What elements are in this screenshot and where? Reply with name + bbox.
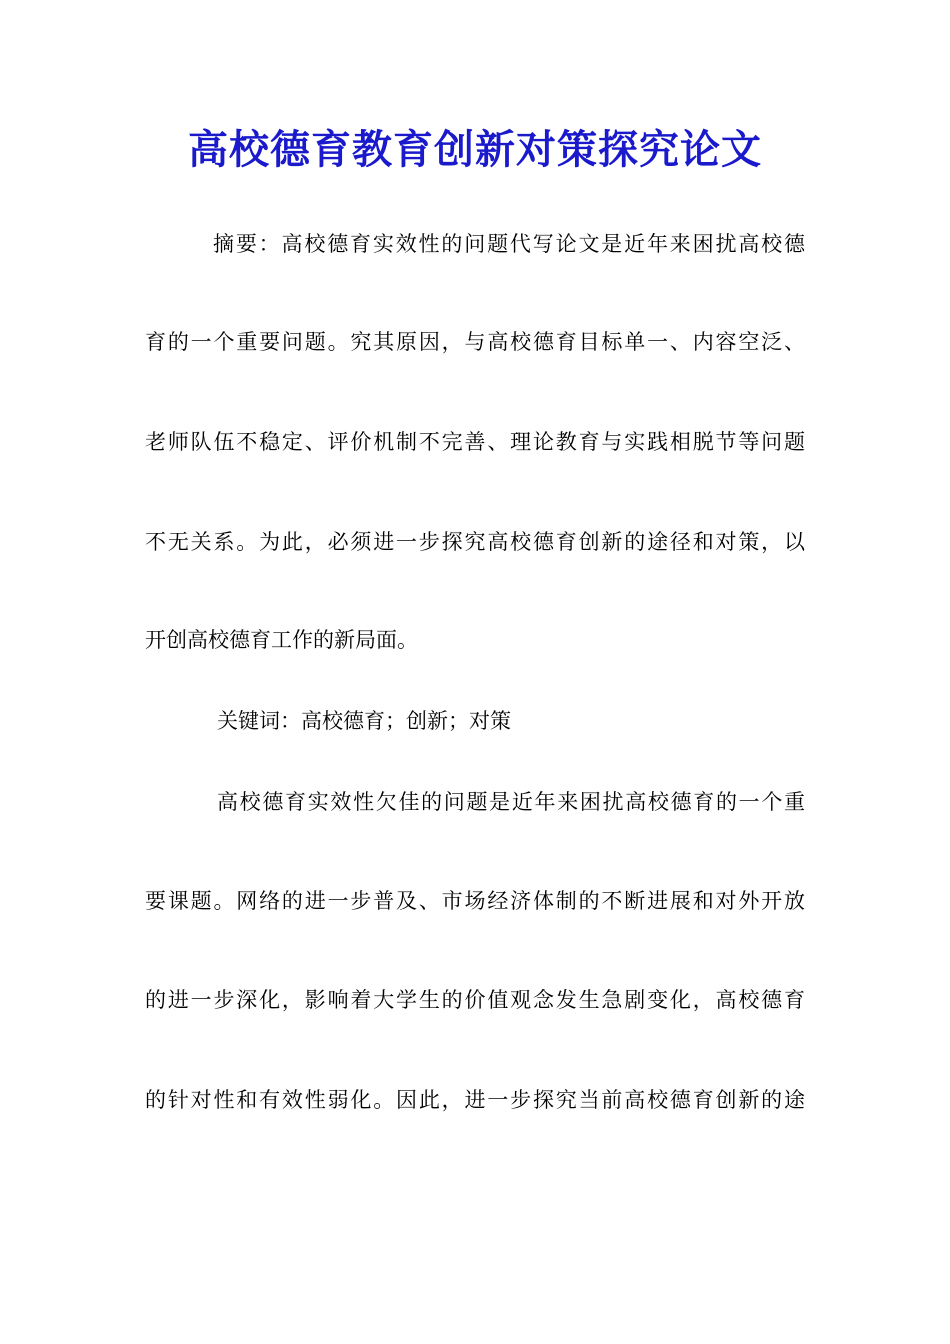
- body-line: 的进一步深化，影响着大学生的价值观念发生急剧变化，高校德育: [145, 988, 805, 1012]
- keywords-line: 关键词：高校德育；创新；对策: [217, 709, 511, 733]
- body-line: 的针对性和有效性弱化。因此，进一步探究当前高校德育创新的途: [145, 1088, 805, 1112]
- abstract-line: 育的一个重要问题。究其原因，与高校德育目标单一、内容空泛、: [145, 330, 805, 354]
- body-line: 高校德育实效性欠佳的问题是近年来困扰高校德育的一个重: [217, 790, 805, 814]
- abstract-line: 不无关系。为此，必须进一步探究高校德育创新的途径和对策，以: [145, 530, 805, 554]
- abstract-line: 摘要：高校德育实效性的问题代写论文是近年来困扰高校德: [213, 232, 805, 256]
- abstract-line: 老师队伍不稳定、评价机制不完善、理论教育与实践相脱节等问题: [145, 430, 805, 454]
- abstract-line: 开创高校德育工作的新局面。: [145, 628, 418, 652]
- body-line: 要课题。网络的进一步普及、市场经济体制的不断进展和对外开放: [145, 889, 805, 913]
- document-title: 高校德育教育创新对策探究论文: [188, 126, 762, 173]
